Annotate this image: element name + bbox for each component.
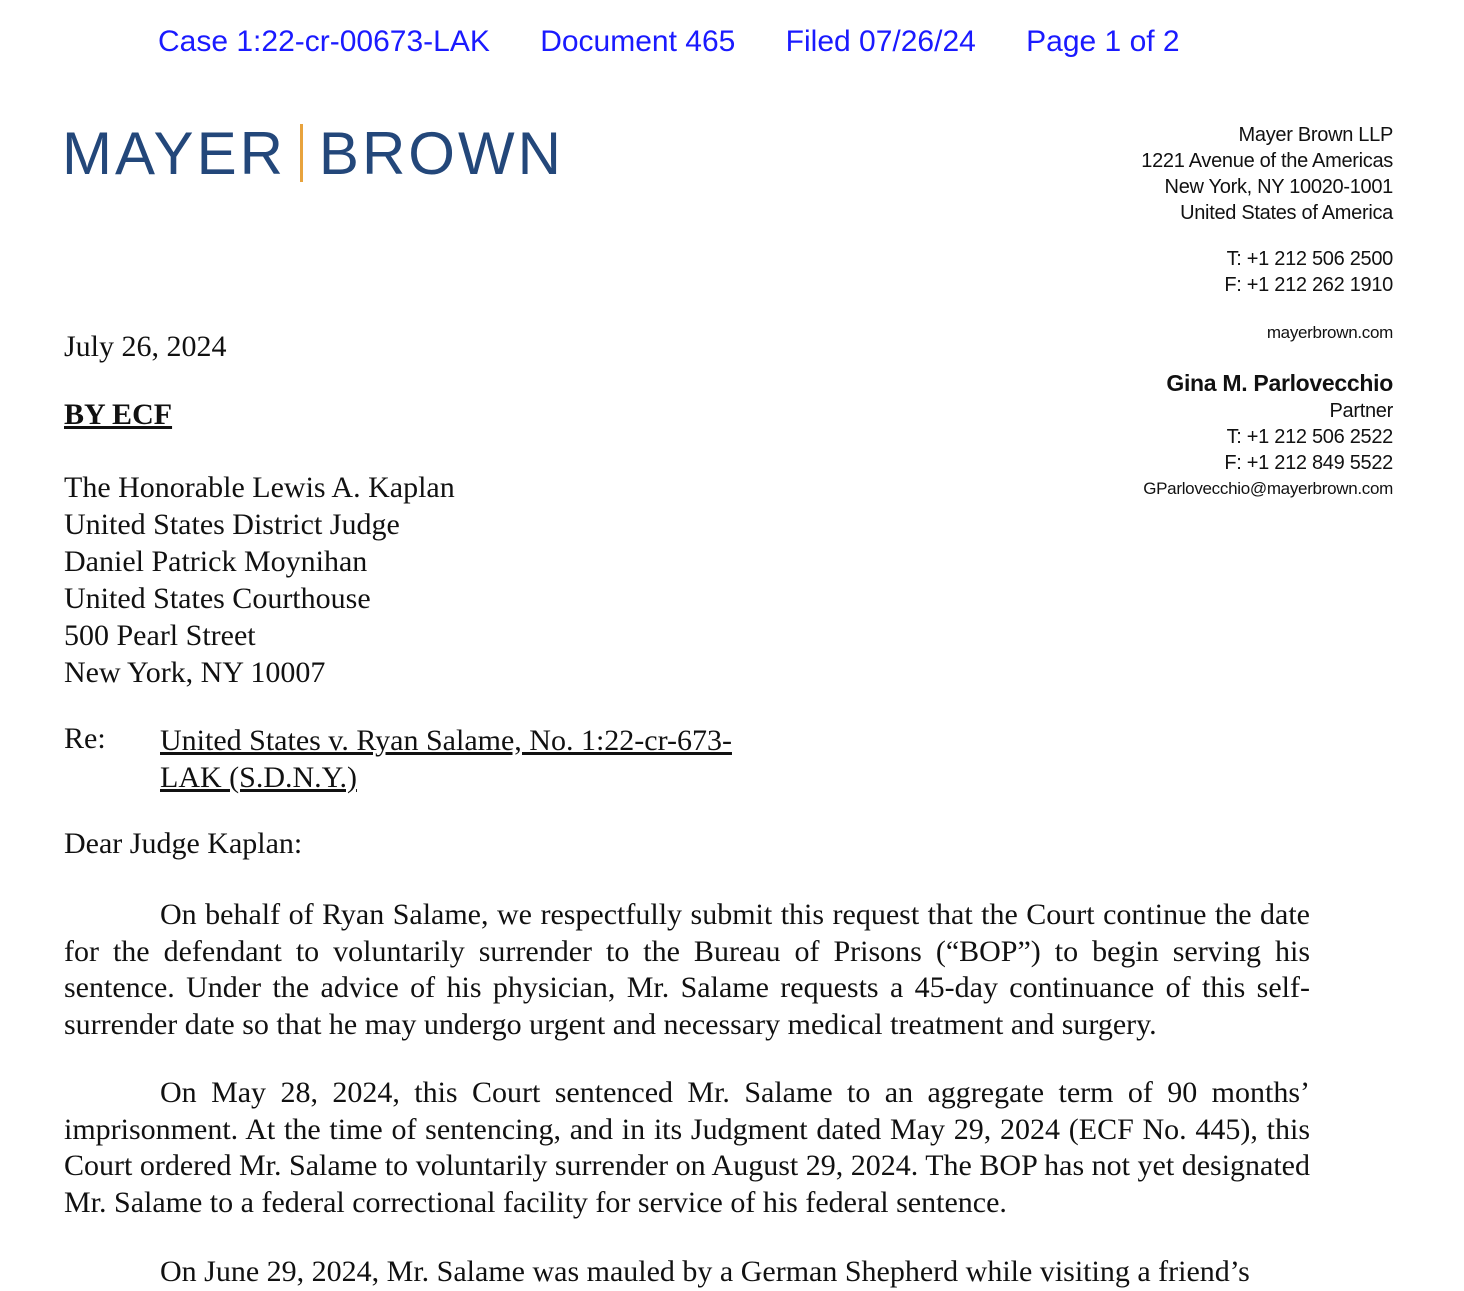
attorney-title: Partner xyxy=(1329,400,1393,422)
body-paragraph: On behalf of Ryan Salame, we respectfully submit this request that the Court continue the date for the defendant to voluntarily surrender to the Bureau of Prisons (“BOP”) to begin serving his sentence. Under the advice of his physician, Mr. Salame requests a 45-day continuance of this self-surrender date so that he may undergo urgent and necessary medical treatment and surgery. xyxy=(64,898,1310,1041)
page-number: Page 1 of 2 xyxy=(1026,25,1180,58)
ecf-header xyxy=(158,20,1222,64)
logo-word-left: MAYER xyxy=(62,119,286,187)
document-number: Document 465 xyxy=(540,25,736,58)
firm-phone: T: +1 212 506 2500 xyxy=(1226,248,1393,270)
re-label: Re: xyxy=(64,722,106,755)
addressee-line: 500 Pearl Street xyxy=(64,619,256,652)
addressee-line: The Honorable Lewis A. Kaplan xyxy=(64,471,455,504)
firm-website[interactable]: mayerbrown.com xyxy=(1266,323,1393,342)
addressee-line: United States Courthouse xyxy=(64,582,371,615)
re-line: LAK (S.D.N.Y.) xyxy=(160,761,357,794)
addressee-block xyxy=(64,469,455,691)
re-line: United States v. Ryan Salame, No. 1:22-cr-673- xyxy=(160,724,732,757)
firm-street: 1221 Avenue of the Americas xyxy=(1141,150,1393,172)
firm-contact-block xyxy=(1141,122,1393,502)
attorney-phone: T: +1 212 506 2522 xyxy=(1226,426,1393,448)
re-subject xyxy=(160,722,800,796)
body-paragraph: On May 28, 2024, this Court sentenced Mr. Salame to an aggregate term of 90 months’ imprisonment. At the time of sentencing, and in its Judgment dated May 29, 2024 (ECF No. 445), this Court ordered Mr. Salame to voluntarily surrender on August 29, 2024. The BOP has not yet designated Mr. Salame to a federal correctional facility for service of his federal sentence. xyxy=(64,1076,1310,1219)
letter-date: July 26, 2024 xyxy=(64,330,227,363)
case-number: Case 1:22-cr-00673-LAK xyxy=(158,25,490,58)
addressee-line: Daniel Patrick Moynihan xyxy=(64,545,368,578)
mayer-brown-logo xyxy=(62,118,564,188)
delivery-method: BY ECF xyxy=(64,398,173,431)
attorney-email[interactable]: GParlovecchio@mayerbrown.com xyxy=(1143,479,1393,498)
logo-divider xyxy=(300,124,303,182)
attorney-fax: F: +1 212 849 5522 xyxy=(1224,452,1393,474)
attorney-name: Gina M. Parlovecchio xyxy=(1166,370,1393,396)
firm-city: New York, NY 10020-1001 xyxy=(1164,176,1393,198)
firm-fax: F: +1 212 262 1910 xyxy=(1224,274,1393,296)
addressee-line: New York, NY 10007 xyxy=(64,656,326,689)
firm-name: Mayer Brown LLP xyxy=(1238,124,1393,146)
firm-country: United States of America xyxy=(1180,202,1393,224)
addressee-line: United States District Judge xyxy=(64,508,400,541)
salutation: Dear Judge Kaplan: xyxy=(64,827,303,860)
body-paragraph: On June 29, 2024, Mr. Salame was mauled by a German Shepherd while visiting a friend’s xyxy=(160,1255,1250,1288)
filed-date: Filed 07/26/24 xyxy=(785,25,976,58)
logo-word-right: BROWN xyxy=(318,119,564,187)
